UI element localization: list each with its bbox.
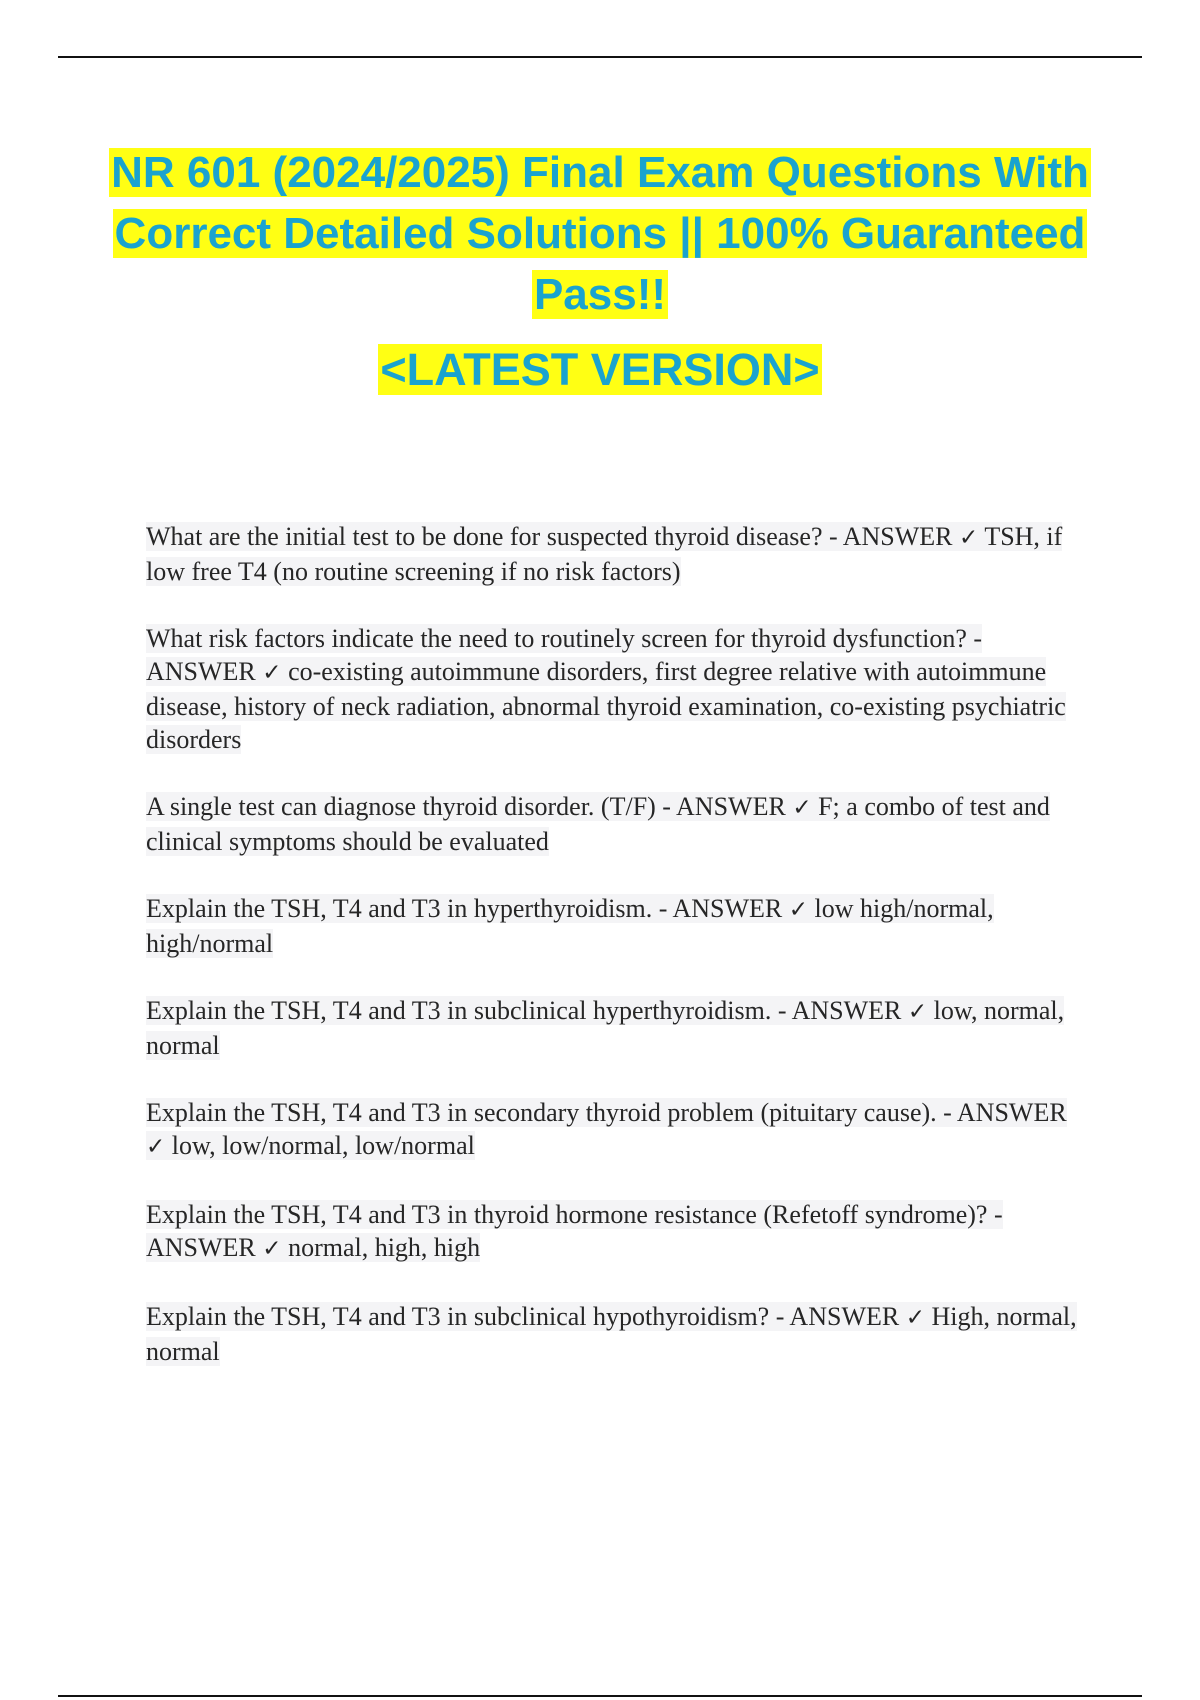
question-text: Explain the TSH, T4 and T3 in thyroid hormone resistance (Refetoff syndrome)? - ANSWER bbox=[146, 1200, 1003, 1262]
qa-highlight bbox=[146, 522, 1062, 586]
check-icon: ✓ bbox=[146, 1134, 166, 1160]
answer-text: low, low/normal, low/normal bbox=[171, 1131, 475, 1160]
title-block bbox=[100, 142, 1100, 399]
document-subtitle-text: <LATEST VERSION> bbox=[380, 344, 820, 395]
answer-text: co-existing autoimmune disorders, first degree relative with autoimmune disease, history of neck radiation, abnormal thyroid examination, co-existing psychiatric disorders bbox=[146, 657, 1066, 754]
qa-item bbox=[146, 520, 1086, 588]
question-text: Explain the TSH, T4 and T3 in secondary thyroid problem (pituitary cause). - ANSWER bbox=[146, 1098, 1067, 1127]
check-icon: ✓ bbox=[788, 897, 809, 923]
qa-highlight bbox=[146, 996, 1064, 1060]
check-icon: ✓ bbox=[262, 660, 282, 686]
question-text: Explain the TSH, T4 and T3 in subclinical hyperthyroidism. - ANSWER bbox=[146, 996, 902, 1025]
question-text: Explain the TSH, T4 and T3 in subclinical hypothyroidism? - ANSWER bbox=[146, 1302, 900, 1331]
qa-highlight bbox=[146, 894, 994, 958]
qa-item bbox=[146, 622, 1086, 756]
answer-text: low high/normal, high/normal bbox=[146, 894, 994, 958]
check-icon: ✓ bbox=[907, 999, 928, 1025]
check-icon: ✓ bbox=[792, 795, 812, 821]
question-text: What are the initial test to be done for suspected thyroid disease? - ANSWER bbox=[146, 522, 953, 551]
qa-item bbox=[146, 994, 1086, 1062]
answer-text: High, normal, normal bbox=[146, 1302, 1077, 1366]
answer-text: F; a combo of test and clinical symptoms should be evaluated bbox=[146, 792, 1050, 856]
qa-list bbox=[146, 520, 1086, 1368]
qa-highlight bbox=[146, 1200, 1003, 1262]
qa-highlight bbox=[146, 792, 1050, 856]
document-title-text: NR 601 (2024/2025) Final Exam Questions With Correct Detailed Solutions || 100% Guaranteed Pass!! bbox=[111, 148, 1089, 319]
qa-highlight bbox=[146, 1098, 1067, 1160]
answer-text: low, normal, normal bbox=[146, 996, 1065, 1060]
qa-highlight bbox=[146, 1302, 1077, 1366]
answer-text: normal, high, high bbox=[288, 1233, 481, 1262]
qa-item bbox=[146, 892, 1086, 960]
qa-highlight bbox=[146, 624, 1066, 754]
top-rule bbox=[58, 56, 1142, 58]
qa-item bbox=[146, 1300, 1086, 1368]
question-text: A single test can diagnose thyroid disorder. (T/F) - ANSWER bbox=[146, 792, 786, 821]
check-icon: ✓ bbox=[905, 1305, 925, 1331]
document-subtitle bbox=[100, 341, 1100, 399]
answer-text: TSH, if low free T4 (no routine screening if no risk factors) bbox=[146, 522, 1063, 586]
qa-item bbox=[146, 1096, 1086, 1164]
qa-item bbox=[146, 790, 1086, 858]
question-text: Explain the TSH, T4 and T3 in hyperthyroidism. - ANSWER bbox=[146, 894, 783, 923]
qa-item bbox=[146, 1198, 1086, 1266]
document-title bbox=[100, 142, 1100, 325]
check-icon: ✓ bbox=[262, 1236, 282, 1262]
check-icon: ✓ bbox=[959, 525, 979, 551]
bottom-rule bbox=[58, 1695, 1142, 1697]
question-text: What risk factors indicate the need to routinely screen for thyroid dysfunction? - ANSWER bbox=[146, 624, 983, 686]
